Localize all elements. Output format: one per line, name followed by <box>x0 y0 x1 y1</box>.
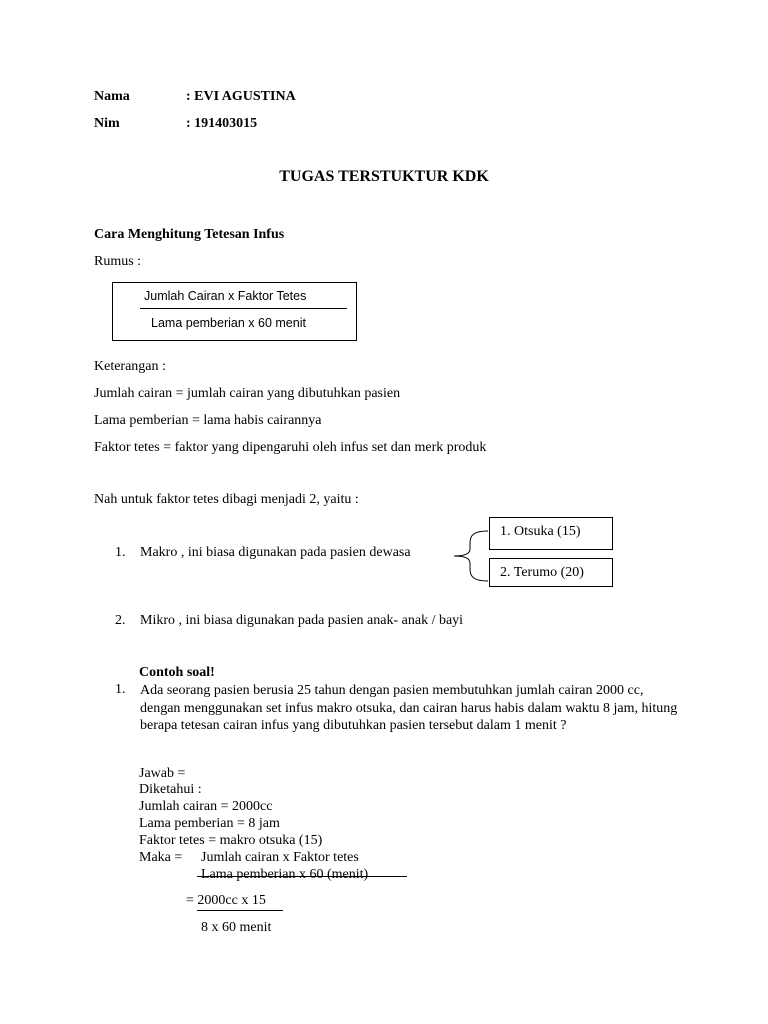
maka-label: Maka = <box>139 850 183 865</box>
formula-box <box>112 282 357 341</box>
answer-line: Lama pemberian = 8 jam <box>139 816 280 831</box>
keterangan-item: Lama pemberian = lama habis cairannya <box>94 413 322 428</box>
name-value: : EVI AGUSTINA <box>186 89 296 104</box>
formula-numerator: Jumlah Cairan x Faktor Tetes <box>144 289 307 303</box>
list-number: 2. <box>115 613 126 628</box>
curly-brace-icon <box>450 525 490 587</box>
nim-label: Nim <box>94 116 120 131</box>
faktor-intro: Nah untuk faktor tetes dibagi menjadi 2, yaitu : <box>94 492 359 507</box>
answer-line: Diketahui : <box>139 782 202 797</box>
option-terumo: 2. Terumo (20) <box>500 565 584 580</box>
answer-line: Jawab = <box>139 766 186 781</box>
nim-value: : 191403015 <box>186 116 258 131</box>
calc-denominator: 8 x 60 menit <box>201 920 272 935</box>
calc-fraction-bar <box>197 910 283 911</box>
contoh-heading: Contoh soal! <box>139 665 215 680</box>
rumus-label: Rumus : <box>94 254 142 269</box>
answer-line: Jumlah cairan = 2000cc <box>139 799 273 814</box>
calc-numerator: = 2000cc x 15 <box>186 893 266 908</box>
page-title: TUGAS TERSTUKTUR KDK <box>279 168 489 185</box>
list-number: 1. <box>115 545 126 560</box>
list-item-mikro: Mikro , ini biasa digunakan pada pasien anak- anak / bayi <box>140 613 464 628</box>
keterangan-item: Jumlah cairan = jumlah cairan yang dibutuhkan pasien <box>94 386 401 401</box>
question-number: 1. <box>115 682 126 697</box>
maka-denominator: Lama pemberian x 60 (menit) <box>201 867 369 882</box>
question-text: Ada seorang pasien berusia 25 tahun dengan pasien membutuhkan jumlah cairan 2000 cc, dengan menggunakan set infus makro otsuka, dan cairan harus habis dalam waktu 8 jam, hitung berapa tetesan cairan infus yang dibutuhkan pasien tersebut dalam 1 menit ? <box>140 683 678 733</box>
keterangan-item: Faktor tetes = faktor yang dipengaruhi oleh infus set dan merk produk <box>94 440 487 455</box>
maka-fraction-bar <box>197 876 407 877</box>
section-title: Cara Menghitung Tetesan Infus <box>94 227 285 242</box>
option-box-terumo <box>489 558 613 587</box>
fraction-bar <box>140 308 347 309</box>
answer-line: Faktor tetes = makro otsuka (15) <box>139 833 323 848</box>
option-box-otsuka <box>489 517 613 550</box>
option-otsuka: 1. Otsuka (15) <box>500 524 581 539</box>
name-label: Nama <box>94 89 130 104</box>
formula-denominator: Lama pemberian x 60 menit <box>151 316 306 330</box>
list-item-makro: Makro , ini biasa digunakan pada pasien dewasa <box>140 545 411 560</box>
keterangan-heading: Keterangan : <box>94 359 166 374</box>
maka-numerator: Jumlah cairan x Faktor tetes <box>201 850 359 865</box>
